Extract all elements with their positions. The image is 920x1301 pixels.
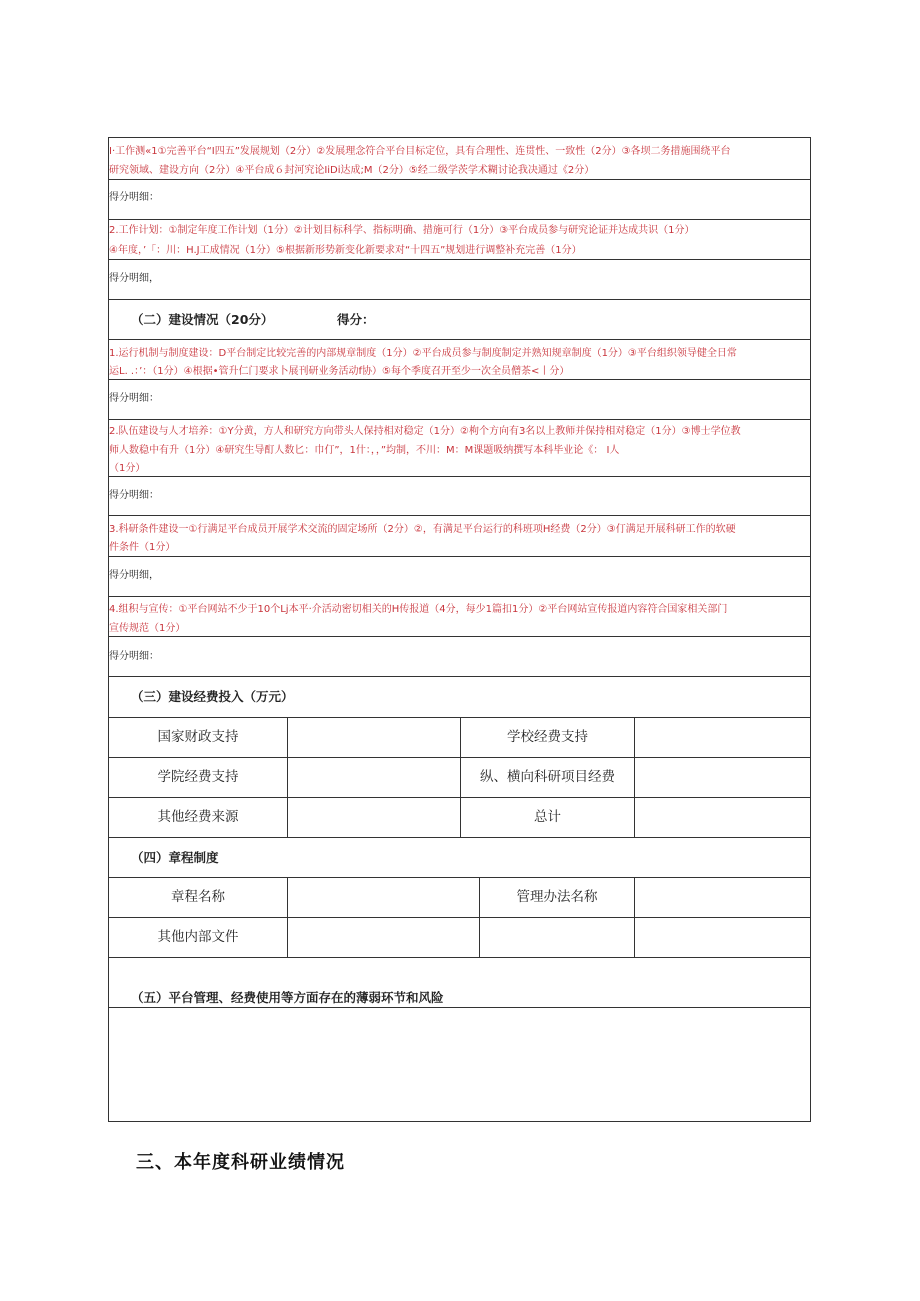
col-divider: [634, 877, 635, 957]
charter-mgmt-label: 管理办法名称: [516, 889, 598, 905]
section-2-title: （二）建设情况（20分）: [131, 312, 274, 327]
row-divider: [109, 676, 810, 677]
col-divider: [479, 877, 480, 957]
funding-national-value[interactable]: [288, 717, 460, 757]
charter-name-label: 章程名称: [171, 889, 225, 905]
col-divider: [634, 717, 635, 837]
criteria-4-line-3: （1分）: [109, 463, 146, 474]
funding-college-label: 学院经费支持: [157, 769, 239, 785]
charter-other-docs-label: 其他内部文件: [157, 929, 239, 945]
row-divider: [109, 379, 810, 380]
row-divider: [109, 179, 810, 180]
criteria-1-line-2: 研究领域、建设方向（2分）④平台成６封河究论IiDi达成;M（2分）⑤经二级学茨学术糊讨论我决通过《2分）: [109, 165, 595, 176]
criteria-2-line-1: 2.工作计划：①制定年度工作计划（1分）②计划目标科学、指标明确、措施可行（1分）③平台成员参与研究论证并达成共识（1分）: [109, 225, 695, 236]
charter-extra-cell-2[interactable]: [635, 917, 810, 957]
row-divider: [109, 476, 810, 477]
evaluation-form-table: [108, 137, 811, 1122]
score-detail-2: 得分明细，: [109, 273, 159, 284]
score-detail-5: 得分明细，: [109, 570, 159, 581]
row-divider: [109, 636, 810, 637]
col-divider: [287, 717, 288, 837]
charter-extra-cell[interactable]: [480, 917, 634, 957]
charter-mgmt-value[interactable]: [635, 877, 810, 917]
charter-name-value[interactable]: [288, 877, 479, 917]
score-detail-4: 得分明细：: [109, 490, 159, 501]
row-divider: [109, 837, 810, 838]
funding-total-label: 总计: [534, 809, 561, 825]
section-3-heading: 三、本年度科研业绩情况: [136, 1152, 345, 1173]
criteria-4-line-1: 2.队伍建设与人才培养：①Y分黄，方人和研究方向带头人保持相对稳定（1分）②枸个方向有3名以上教师并保持相对稳定（1分）③博士学位教: [109, 426, 741, 437]
funding-projects-label: 纵、横向科研项目经费: [480, 769, 615, 785]
criteria-5-line-1: 3.科研条件建设一①行满足平台成员开展学术交流的固定场所（2分）②，有满足平台运行的科班项H经费（2分）③仃满足开展科研工作的软硬: [109, 524, 736, 535]
row-divider: [109, 419, 810, 420]
row-divider: [109, 957, 810, 958]
funding-total-value[interactable]: [635, 797, 810, 837]
criteria-4-line-2: 师人数稳中有升（1分）④研究生导酊人数匕：巾仃”，1什：，，”均制，不川：M：M课题吸纳撰写本科毕业论《： I人: [109, 445, 620, 456]
criteria-6-line-1: 4.组积与宣传：①平台网站不少于10个Lj本平·介活动密切相关的H传报道（4分，每少1篇扣1分）②平台网站宣传报道内容符合国家相关部门: [109, 604, 728, 615]
row-divider: [109, 259, 810, 260]
criteria-5-line-2: 件条件（1分）: [109, 542, 176, 553]
criteria-1-line-1: Ⅰ·工作测«1①完善平台“I四五”发展规划（2分）②发展理念符合平台目标定位，具有合理性、连贯性、一致性（2分）③各坝二务措施围绕平台: [109, 146, 731, 157]
funding-other-value[interactable]: [288, 797, 460, 837]
row-divider: [109, 515, 810, 516]
section-2-score-label: 得分：: [337, 312, 375, 327]
score-detail-6: 得分明细：: [109, 651, 159, 662]
score-detail-3: 得分明细：: [109, 393, 159, 404]
section-4-title: （四）章程制度: [131, 850, 219, 865]
criteria-6-line-2: 宣传规范（1分）: [109, 623, 186, 634]
funding-projects-value[interactable]: [635, 757, 810, 797]
criteria-3-line-1: 1.运行机制与制度建设：D平台制定比较完善的内部规章制度（1分）②平台成员参与制度制定并熟知规章制度（1分）③平台组织领导健全日常: [109, 348, 737, 359]
score-detail-1: 得分明细：: [109, 192, 159, 203]
row-divider: [109, 339, 810, 340]
funding-other-label: 其他经费来源: [157, 809, 239, 825]
row-divider: [109, 219, 810, 220]
row-divider: [109, 556, 810, 557]
col-divider: [287, 877, 288, 957]
row-divider: [109, 299, 810, 300]
row-divider: [109, 596, 810, 597]
funding-school-label: 学校经费支持: [507, 729, 588, 745]
funding-school-value[interactable]: [635, 717, 810, 757]
col-divider: [460, 717, 461, 837]
charter-other-docs-value[interactable]: [288, 917, 479, 957]
risk-text-area[interactable]: [109, 1008, 810, 1121]
section-5-title: （五）平台管理、经费使用等方面存在的薄弱环节和风险: [131, 990, 444, 1005]
section-3-title: （三）建设经费投入（万元）: [131, 689, 294, 704]
criteria-2-line-2: ④年度，’「：川：H.J工成情况（1分）⑤根据新形势新变化新要求对“十四五”规划进行调整补充完善（1分）: [109, 245, 582, 256]
funding-national-label: 国家财政支持: [157, 729, 239, 745]
funding-college-value[interactable]: [288, 757, 460, 797]
criteria-3-line-2: 运L. .：’：（1分）④根据•管升仁门要求卜展刊研业务活动f协）⑤每个季度召开至少一次全员僧茶<丨分）: [109, 366, 570, 377]
